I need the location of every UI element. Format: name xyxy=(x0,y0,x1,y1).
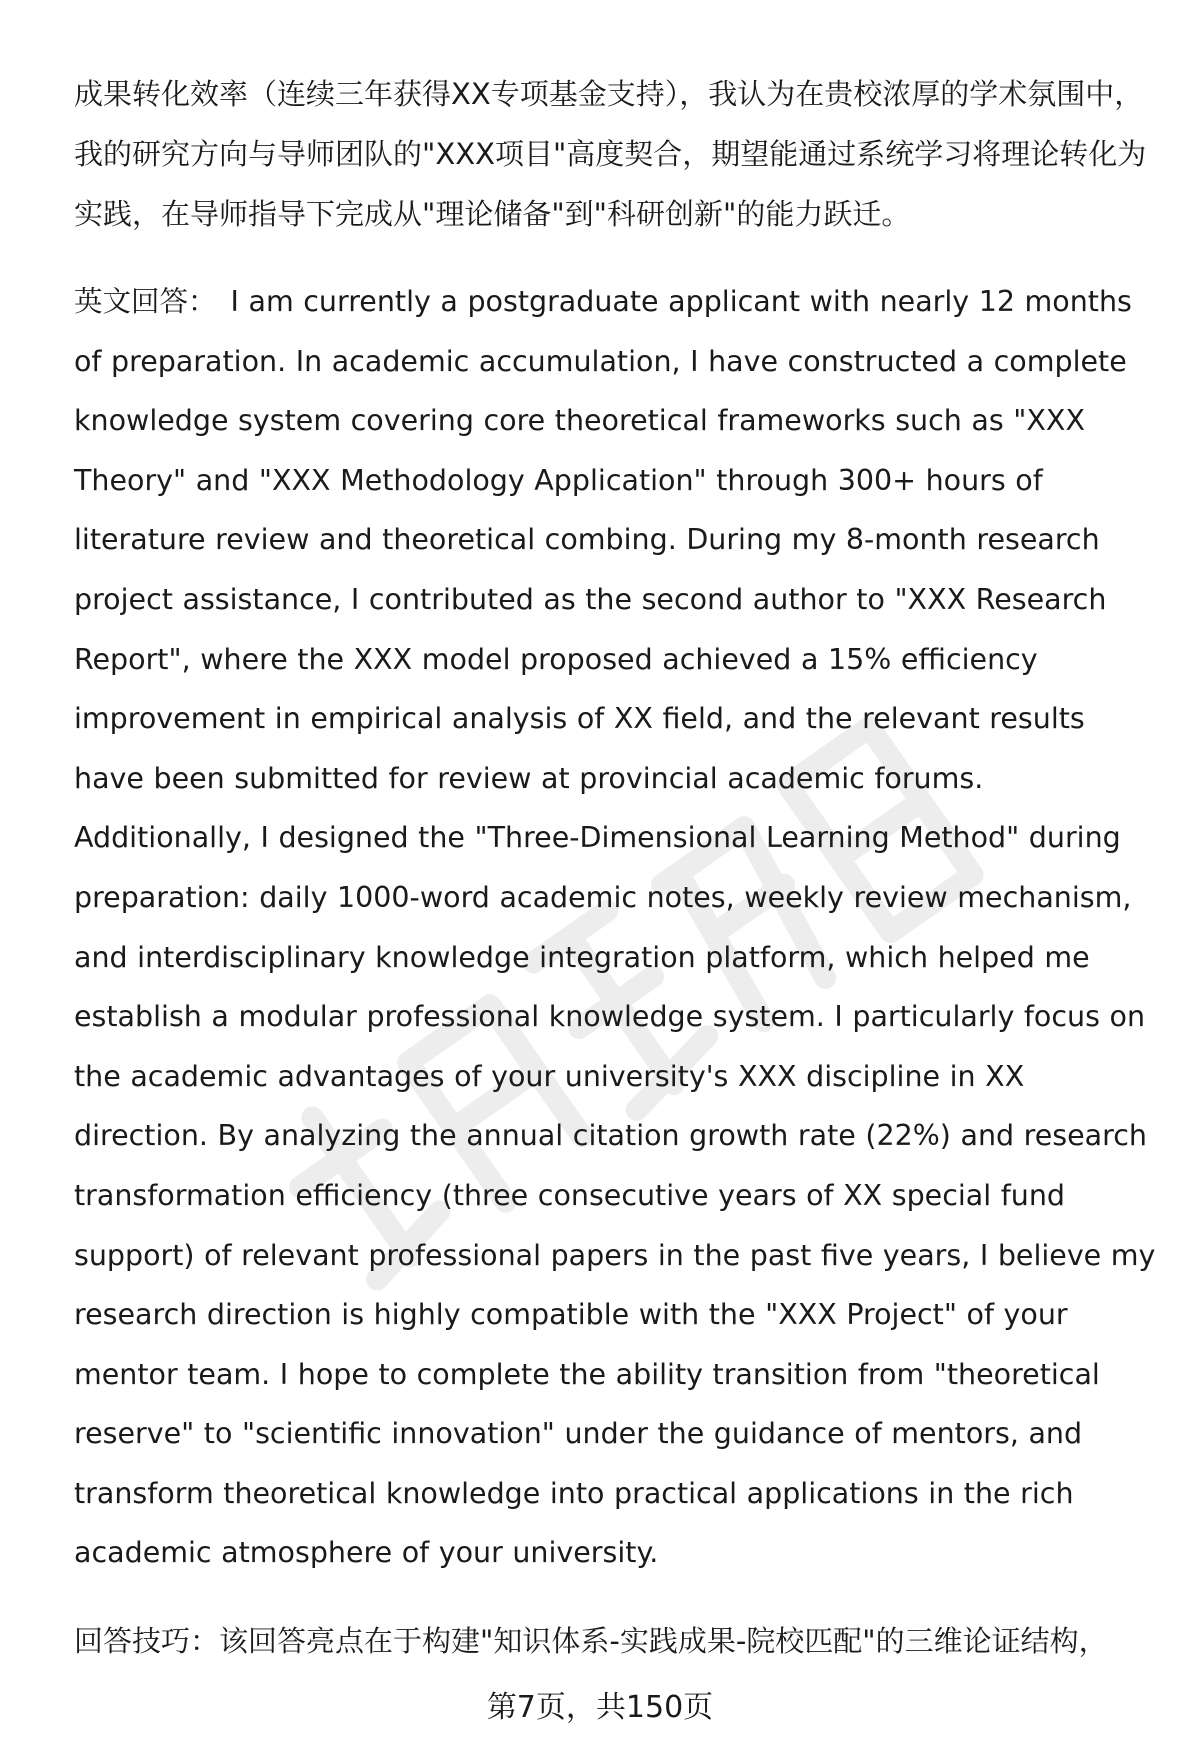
answer-tips-label: 回答技巧： xyxy=(74,1624,220,1659)
english-answer-label: 英文回答： xyxy=(74,285,217,318)
english-answer-text: I am currently a postgraduate applicant with nearly 12 months of preparation. In academic accumulation, I have constructed a complete knowledge system covering core theoretical frameworks such as "XXX Theory" and "XXX Methodology Application" through 300+ hours of literature review and theoretical combing. During my 8-month research project assistance, I contributed as the second author to "XXX Research Report", where the XXX model proposed achieved a 15% efficiency improvement in empirical analysis of XX field, and the relevant results have been submitted for review at provincial academic forums. Additionally, I designed the "Three-Dimensional Learning Method" during preparation: daily 1000-word academic notes, weekly review mechanism, and interdisciplinary knowledge integration platform, which helped me establish a modular professional knowledge system. I particularly focus on the academic advantages of your university's XXX discipline in XX direction. By analyzing the annual citation growth rate (22%) and research transformation efficiency (three consecutive years of XX special fund support) of relevant professional papers in the past five years, I believe my research direction is highly compatible with the "XXX Project" of your mentor team. I hope to complete the ability transition from "theoretical reserve" to "scientific innovation" under the guidance of mentors, and transform theoretical knowledge into practical applications in the rich academic atmosphere of your university. xyxy=(74,285,1156,1570)
answer-tips-text: 该回答亮点在于构建"知识体系-实践成果-院校匹配"的三维论证结构， xyxy=(219,1624,1108,1659)
paragraph-english-answer xyxy=(74,272,1159,1583)
document-body xyxy=(74,64,1159,1671)
paragraph-answer-tips xyxy=(74,1611,1159,1671)
paragraph-chinese-answer-end: 成果转化效率（连续三年获得XX专项基金支持），我认为在贵校浓厚的学术氛围中，我的研究方向与导师团队的"XXX项目"高度契合，期望能通过系统学习将理论转化为实践，在导师指导下完成从"理论储备"到"科研创新"的能力跃迁。 xyxy=(74,77,1147,231)
page-number-footer: 第7页，共150页 xyxy=(486,1690,714,1725)
